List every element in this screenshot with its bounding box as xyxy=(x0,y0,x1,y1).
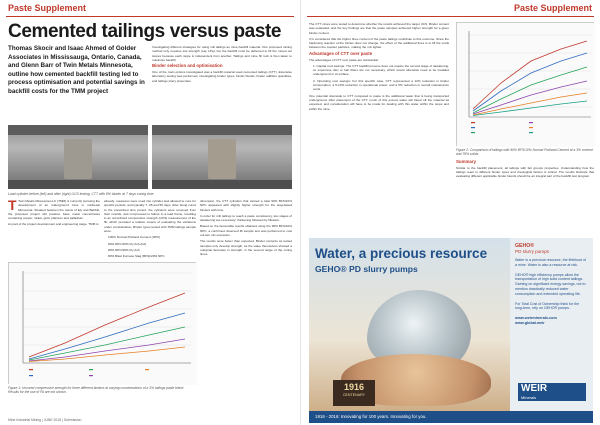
ad-side-text: Water is a precious resource, the lifeblood of a mine. Water is also a resource at risk. xyxy=(515,258,586,267)
figure-1-chart xyxy=(8,262,196,384)
summary-text: Similar to the backfill placement, all tailings with fair groups properties. Understanding how the tailings react to different binder types and rheological factors is critical. The results illustrate that evaluating different applicable binder blends should be an integral part of the backfill test program. xyxy=(456,165,594,179)
summary-column xyxy=(456,158,594,181)
weir-logo-sub: Minerals xyxy=(521,395,537,400)
ad-website-link[interactable]: www.weirminerals.com xyxy=(515,316,557,321)
body-col3-p2: In order for mill tailings to reach a paste consistency, two stages of dewatering are necessary: thickening followed by filtration. xyxy=(200,213,292,223)
section-rule xyxy=(6,16,294,17)
binder-list-item: 80% NPC/20% Fly Ash xyxy=(108,247,140,252)
right-page xyxy=(300,0,600,425)
right-col1-p1: The CTT mixes were tested to determine whether the results achieved the target UCS. Binder content was evaluated, and the key findings are that the paste samples achieved higher strength for a given binder content. xyxy=(309,22,449,35)
figure-2-caption: Figure 2: Comparison of tailings with 90% BFS/10% Normal Portland Cement at a 3% content and 78% solids xyxy=(456,148,593,157)
binder-list-item: 100% Normal Portland Cement (NPC) xyxy=(108,235,161,240)
ad-side-brand-sub: PD slurry pumps xyxy=(515,249,549,254)
article-intro xyxy=(8,45,145,97)
col2-text: Investigating different strategies for using mill tailings as mine backfill material. One proposed mining method only requires low strength (say 1Pa), but the backfill must be delivered to fill the mined out stopes because each stope is independent from another. Tailings and mine fill rock is then taken to maximise backfill. xyxy=(152,45,292,62)
section-label: Paste Supplement xyxy=(8,3,87,13)
intro-text: Thomas Skocir and Isaac Ahmed of Golder Associates in Mississauga, Ontario, Canada, and Glenn Barr of Twin Metals Minnesota, outline how cemented backfill testing led to process optimisation and potential savings in backfill costs for the TMM project xyxy=(8,45,145,95)
weir-logo-text: WEIR xyxy=(521,383,548,394)
body-column-3 xyxy=(200,199,292,259)
binder-list-item: 80% Blast Furnace Slag (BFS)/20% NPC xyxy=(108,254,165,259)
article-headline: Cemented tailings versus paste xyxy=(8,21,282,42)
photo-caption: Load cylinder before (left) and after (right) UCS testing, CTT with 8% binder at 7 days curing time xyxy=(8,192,154,196)
ad-hero-image xyxy=(309,238,510,423)
advantage-item: 2. Operating cost savings: For this specific case, CTT represented a 12% reduction in binder consumption, a 5-10% reduction in operational power, and a 5% reduction in overall maintenance costs. xyxy=(313,78,449,92)
summary-heading: Summary xyxy=(456,159,477,164)
ad-side-brand: GEHO® xyxy=(515,243,535,249)
body-col1-p2: As part of the project development and engineering stage, TMM is xyxy=(8,222,99,227)
section-rule xyxy=(307,16,594,17)
weir-logo xyxy=(518,383,586,401)
body-col3-p4: The results were better than expected. Binder contents as tested samples only develop strength, as the value themselves showed a marginal decrease in strength, in the second range of the curing times. xyxy=(200,239,292,257)
body-column-1 xyxy=(8,199,100,229)
ad-headline: Water, a precious resource xyxy=(315,246,488,261)
advantage-item: 1. Capital cost savings: The CTT backfill process does not require the second stage of dewatering, so expensive disc or belt filters are not necessary, which would otherwise need to be installed underground or at surface. xyxy=(313,63,449,77)
col2-text2: One of the main options investigated was a backfill material used cemented tailings (CTT). Extensive laboratory testing was performed, investigating binder types, binder blends, binder addition quantities, and tailings slurry properties. xyxy=(152,69,292,83)
body-col1-p1: T Twin Metals Minnesota LLC (TMM) is currently pursuing the development of an underground mine in northeast Minnesota. Situated between the towns of Ely and Babbitt, the proposed project will produce base metal concentrates containing copper, nickel, gold, platinum and palladium. xyxy=(8,197,100,221)
advantages-heading: Advantages of CTT over paste xyxy=(309,50,373,56)
centenary-year: 1916 xyxy=(343,382,365,392)
body-col3-p3: Based on the favourable results obtained using the 90% BFS/10% NPC, a confirmed observed fill sample test was performed to cost out two mix scenarios. xyxy=(200,224,292,238)
advantages-intro: The advantages of CTT over paste are substantial: xyxy=(309,57,379,62)
body-col2-p1: already: measures were used into cylinder and allowed to cure for specific periods, and typically 7, 28 and 56 days. After being cured to the prescribed time period, the cylinders were removed from their moulds, and compressed to failure in a load frame, resulting in an unconfined compressive strength (UCS) measurement of the fill, which provided a relative means of evaluating the variations under consideration. Binder types tested with TMM tailings sample were: xyxy=(104,199,196,234)
figure-2-chart xyxy=(456,22,594,146)
binder-list-item: 90% NPC/10% Fly Ash (FA) xyxy=(108,241,147,246)
geho-advertisement[interactable] xyxy=(309,238,593,423)
binder-column xyxy=(152,45,292,85)
right-col1-p2: It is considered that the higher fines content of the paste tailings contribute to this outcome. Since the hardening reaction of the binder does not change, the effect of the additional fines is to fill the voids between the coarser particles, making the mix tighter. xyxy=(309,36,449,50)
page-footer: Mine Industrial Mining | JUNE 2016 | Submission xyxy=(8,418,82,422)
ad-bottom-strip: 1916 - 2016: Innovating for 100 years. Innovating for you. xyxy=(309,411,593,423)
photo-before xyxy=(8,125,148,189)
ucs-photos xyxy=(8,125,292,189)
section-label: Paste Supplement xyxy=(513,3,592,13)
right-column-1 xyxy=(309,22,449,113)
photo-after xyxy=(152,125,292,189)
ad-subheadline: GEHO® PD slurry pumps xyxy=(315,264,418,274)
drop-cap: T xyxy=(8,197,17,213)
ad-side-text: For Total Cost of Ownership think for the long-term, rely on GEHO® pumps. xyxy=(515,301,580,311)
centenary-badge xyxy=(333,380,375,406)
centenary-label: CENTENARY xyxy=(342,393,366,397)
figure-1-caption: Figure 1: Uncured compressive strength for three different binders at varying concentrations of a 3% tailings paste blend. Results for the use of FA are not shown. xyxy=(8,386,185,395)
ad-side-text: GEHO® high efficiency pumps allow the transportation of high solid content tailings. Gaining on significant energy savings, not to mention drastically reduced water consumption and extended operating life. xyxy=(515,272,586,296)
right-col1-p3: One potential downside to CTT compared to paste is the additional water that is being transported underground. After placement of the CTT, much of this excess water will bleed off the material as expected, and consideration will have to be made for dealing with this water within the stope and within the mine. xyxy=(309,93,449,111)
ad-website-link[interactable]: www.global.weir xyxy=(515,321,545,326)
body-col3-p1: dimension, the CTT cylinders that carried a total 90% BFS/10% NPC appeared with slightly higher strength for the slag-based binders with time. xyxy=(200,199,292,212)
binder-heading: Binder selection and optimisation xyxy=(152,63,223,69)
